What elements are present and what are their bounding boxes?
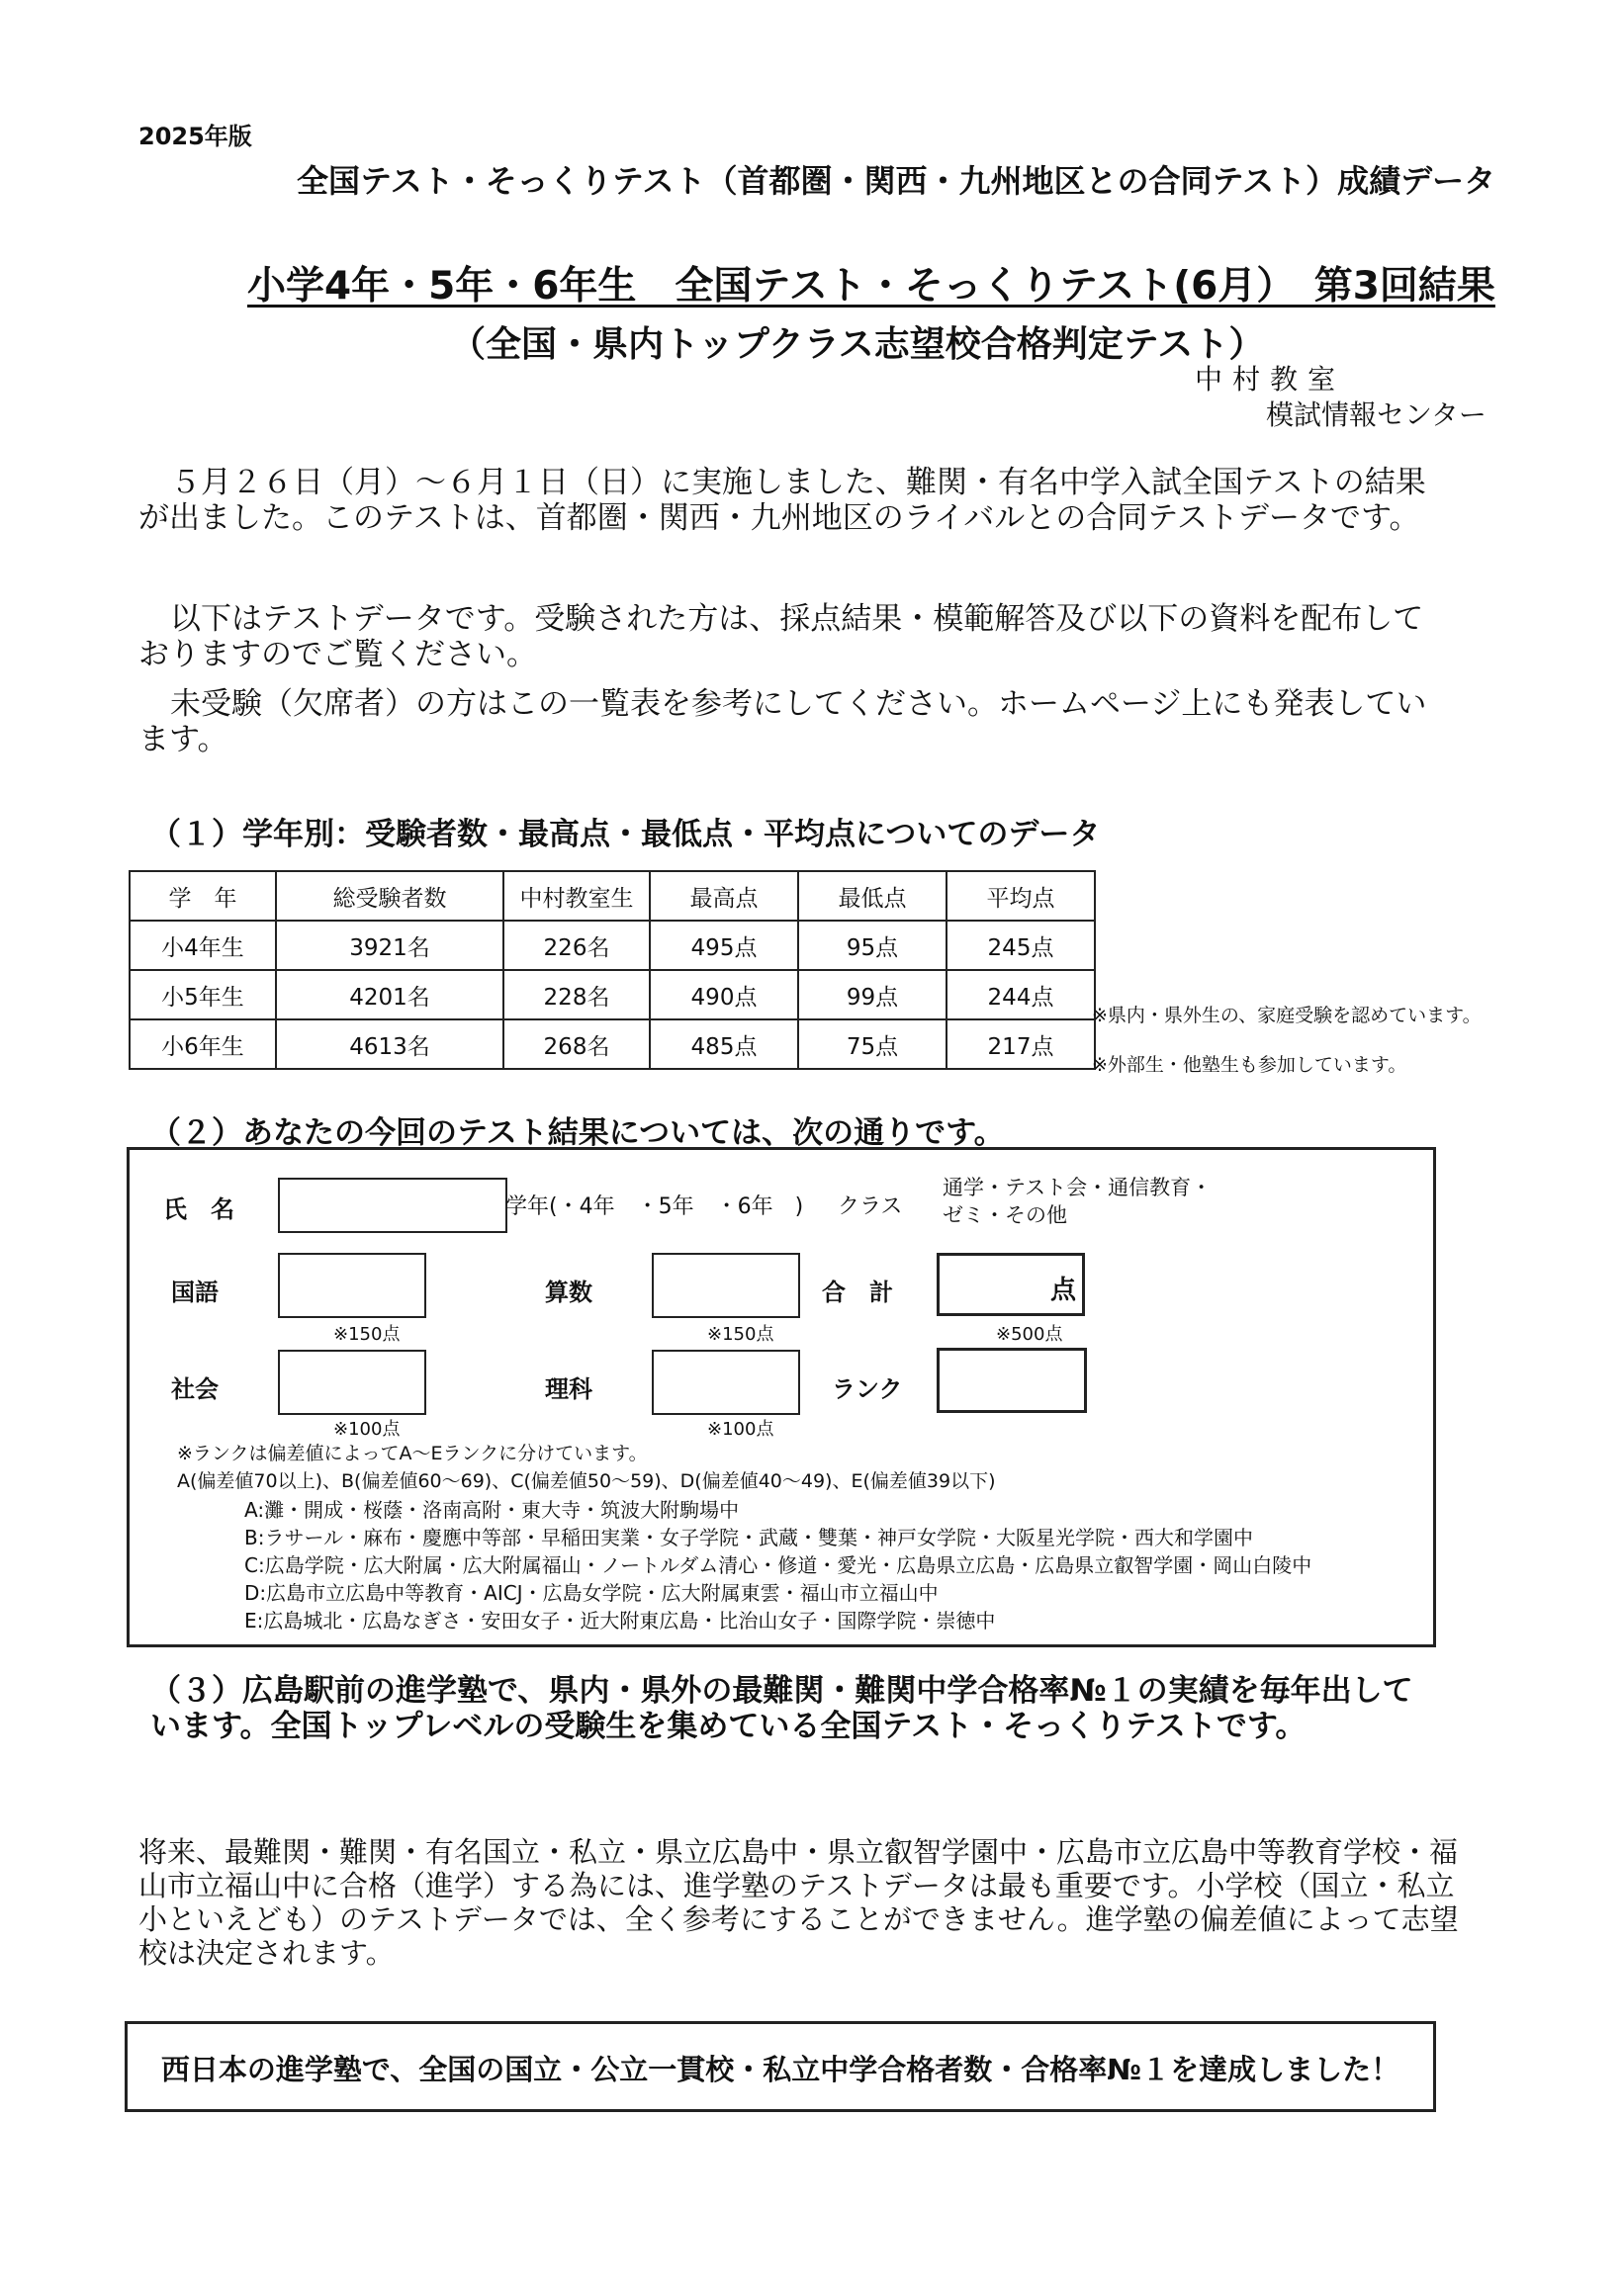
name-field[interactable] [278, 1178, 507, 1233]
intro-text-3: 未受験（欠席者）の方はこの一覧表を参考にしてください。ホームページ上にも発表しています。 [138, 686, 1427, 757]
organization-name: 中村教室 [1195, 363, 1346, 396]
table-cell: 95点 [798, 921, 947, 970]
total-unit: 点 [1049, 1276, 1076, 1305]
table-cell: 99点 [798, 970, 947, 1019]
table-row [130, 1019, 1095, 1069]
column-header: 最低点 [798, 871, 947, 921]
page-title: 小学4年・5年・6年生 全国テスト・そっくりテスト(6月） 第3回結果 [247, 264, 1495, 309]
rank-ranges: A(偏差値70以上)、B(偏差値60～69)、C(偏差値50～59)、D(偏差値40～49)、E(偏差値39以下) [177, 1470, 996, 1492]
column-header: 平均点 [947, 871, 1095, 921]
sansu-max-score: ※150点 [707, 1324, 774, 1345]
total-score-field[interactable] [937, 1253, 1085, 1316]
table-cell: 495点 [650, 921, 798, 970]
rank-c-schools: C:広島学院・広大附属・広大附属福山・ノートルダム清心・修道・愛光・広島県立広島・広島県立叡智学園・岡山白陵中 [244, 1553, 1312, 1577]
table-note-home-testing: ※県内・県外生の、家庭受験を認めています。 [1092, 1005, 1482, 1026]
table-cell: 3921名 [276, 921, 503, 970]
score-statistics-table [129, 870, 1096, 1070]
sansu-score-field[interactable] [652, 1253, 800, 1318]
column-header: 中村教室生 [503, 871, 650, 921]
rank-e-schools: E:広島城北・広島なぎさ・安田女子・近大附東広島・比治山女子・国際学院・崇徳中 [244, 1609, 996, 1633]
table-cell: 268名 [503, 1019, 650, 1069]
footer-banner [125, 2021, 1436, 2112]
rank-field[interactable] [937, 1348, 1087, 1413]
shakai-label: 社会 [171, 1375, 219, 1403]
table-header-row [130, 871, 1095, 921]
rika-max-score: ※100点 [707, 1419, 774, 1440]
rika-score-field[interactable] [652, 1350, 800, 1415]
table-note-external-students: ※外部生・他塾生も参加しています。 [1092, 1054, 1407, 1076]
intro-text-2: 以下はテストデータです。受験された方は、採点結果・模範解答及び以下の資料を配布しておりますのでご覧ください。 [138, 601, 1424, 672]
intro-text-1: ５月２６日（月）～６月１日（日）に実施しました、難関・有名中学入試全国テストの結果が出ました。このテストは、首都圏・関西・九州地区のライバルとの合同テストデータです。 [138, 465, 1426, 536]
intro-paragraph-3 [138, 686, 1454, 757]
table-cell: 226名 [503, 921, 650, 970]
table-cell: 228名 [503, 970, 650, 1019]
section3-line-2: います。全国トップレベルの受験生を集めている全国テスト・そっくりテストです。 [150, 1709, 1307, 1744]
column-header: 最高点 [650, 871, 798, 921]
rank-a-schools: A:灘・開成・桜蔭・洛南高附・東大寺・筑波大附駒場中 [244, 1498, 740, 1522]
table-cell: 4613名 [276, 1019, 503, 1069]
header-title: 全国テスト・そっくりテスト（首都圏・関西・九州地区との合同テスト）成績データ [297, 162, 1496, 200]
kokugo-label: 国語 [171, 1279, 219, 1306]
table-cell: 4201名 [276, 970, 503, 1019]
rank-b-schools: B:ラサール・麻布・慶應中等部・早稲田実業・女子学院・武蔵・雙葉・神戸女学院・大阪星光学院・西大和学園中 [244, 1526, 1254, 1549]
table-cell: 485点 [650, 1019, 798, 1069]
rika-label: 理科 [545, 1375, 592, 1403]
table-cell: 小5年生 [130, 970, 276, 1019]
column-header: 総受験者数 [276, 871, 503, 921]
table-cell: 245点 [947, 921, 1095, 970]
class-options-line2: ゼミ・その他 [943, 1203, 1067, 1227]
sansu-label: 算数 [545, 1279, 592, 1306]
rank-d-schools: D:広島市立広島中等教育・AICJ・広島女学院・広大附属東雲・福山市立福山中 [244, 1581, 939, 1605]
rank-label: ランク [832, 1375, 903, 1403]
class-options-line1: 通学・テスト会・通信教育・ [943, 1176, 1213, 1199]
intro-paragraph-1 [138, 465, 1454, 536]
name-label: 氏 名 [163, 1195, 234, 1223]
organization-department: 模試情報センター [1266, 398, 1487, 431]
total-label: 合 計 [822, 1279, 893, 1306]
shakai-score-field[interactable] [278, 1350, 426, 1415]
intro-paragraph-2 [138, 601, 1454, 672]
footer-text: 西日本の進学塾で、全国の国立・公立一貫校・私立中学合格者数・合格率№１を達成しました！ [160, 2053, 1400, 2086]
total-max-score: ※500点 [996, 1324, 1063, 1345]
class-label: クラス [838, 1194, 903, 1219]
shakai-max-score: ※100点 [333, 1419, 401, 1440]
edition-label: 2025年版 [138, 123, 252, 150]
section3-statement [150, 1673, 1413, 1744]
table-cell: 小4年生 [130, 921, 276, 970]
table-cell: 小6年生 [130, 1019, 276, 1069]
table-cell: 75点 [798, 1019, 947, 1069]
grade-options: 学年(・4年 ・5年 ・6年 ) [505, 1194, 804, 1219]
section2-heading: （２）あなたの今回のテスト結果については、次の通りです。 [150, 1115, 1005, 1151]
section3-line-1: （３）広島駅前の進学塾で、県内・県外の最難関・難関中学合格率№１の実績を毎年出して [150, 1673, 1413, 1709]
table-cell: 490点 [650, 970, 798, 1019]
closing-paragraph: 将来、最難関・難関・有名国立・私立・県立広島中・県立叡智学園中・広島市立広島中等教育学校・福山市立福山中に合格（進学）する為には、進学塾のテストデータは最も重要です。小学校（国立・私立小といえども）のテストデータでは、全く参考にすることができません。進学塾の偏差値によって志望校は決定されます。 [138, 1835, 1459, 1970]
kokugo-max-score: ※150点 [333, 1324, 401, 1345]
section1-heading: （１）学年別：受験者数・最高点・最低点・平均点についてのデータ [150, 817, 1101, 852]
table-cell: 244点 [947, 970, 1095, 1019]
table-row [130, 921, 1095, 970]
table-row [130, 970, 1095, 1019]
kokugo-score-field[interactable] [278, 1253, 426, 1318]
rank-note: ※ランクは偏差値によってA～Eランクに分けています。 [177, 1443, 648, 1464]
column-header: 学 年 [130, 871, 276, 921]
page-subtitle: （全国・県内トップクラス志望校合格判定テスト） [450, 324, 1265, 365]
table-cell: 217点 [947, 1019, 1095, 1069]
result-form [127, 1147, 1436, 1647]
